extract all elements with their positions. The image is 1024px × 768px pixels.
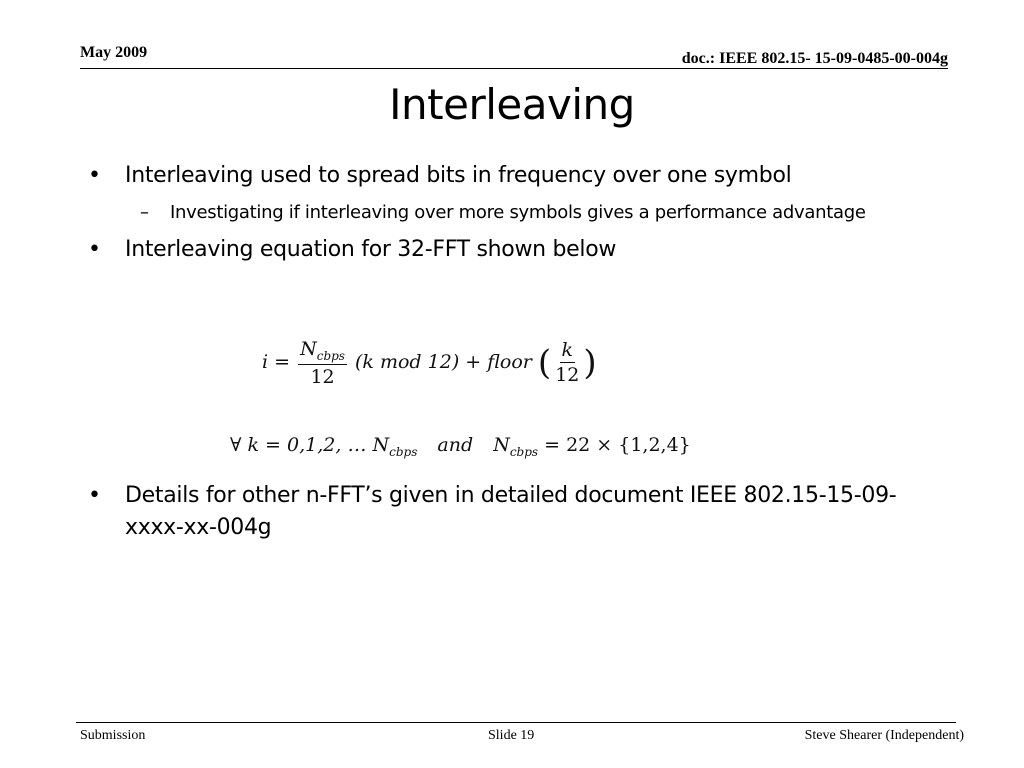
- bullet-item: [88, 160, 928, 192]
- interleaving-equation: [262, 338, 597, 388]
- equation-fraction-n-over-12: [298, 338, 347, 388]
- bullet-text: Interleaving used to spread bits in frequency over one symbol: [125, 163, 792, 188]
- bullet-text: Details for other n-FFT’s given in detailed document IEEE 802.15-15-09-xxxx-xx-004g: [125, 483, 897, 540]
- equation-frac2-num: k: [561, 339, 574, 362]
- left-paren: (: [537, 342, 552, 383]
- right-paren: ): [583, 342, 597, 383]
- bullet-marker: •: [88, 237, 101, 262]
- sub-bullet-marker: –: [140, 202, 149, 223]
- bullet-item: [88, 234, 928, 266]
- condition-sub2: cbps: [509, 444, 539, 459]
- equation-fraction-k-over-12: [553, 339, 581, 386]
- header-document-id: doc.: IEEE 802.15- 15-09-0485-00-004g: [681, 50, 948, 67]
- condition-and: and: [437, 434, 474, 456]
- condition-n: N: [493, 434, 510, 456]
- footer-author: Steve Shearer (Independent): [804, 728, 964, 743]
- equation-frac1-den: 12: [310, 365, 335, 388]
- condition-sub1: cbps: [389, 444, 418, 459]
- footer-submission: Submission: [80, 728, 146, 743]
- condition-forall: ∀ k = 0,1,2, … N: [230, 434, 390, 456]
- equation-frac1-num-sub: cbps: [316, 348, 345, 363]
- sub-bullet-item: [88, 198, 928, 228]
- bullet-item: [88, 480, 915, 544]
- sub-bullet-text: Investigating if interleaving over more symbols gives a performance advantage: [170, 202, 866, 223]
- footer-slide-number: Slide 19: [488, 728, 535, 743]
- slide-title: Interleaving: [389, 80, 635, 129]
- header-divider: [80, 68, 948, 69]
- equation-frac1-num: N: [300, 338, 317, 360]
- equation-lhs: i =: [262, 350, 291, 373]
- bullet-text: Interleaving equation for 32-FFT shown below: [125, 237, 617, 262]
- equation-mid: (k mod 12) + floor: [355, 350, 532, 373]
- equation-condition: [230, 434, 691, 459]
- equation-frac2-den: 12: [555, 364, 580, 387]
- header-date: May 2009: [80, 44, 148, 61]
- bullet-marker: •: [88, 163, 101, 188]
- footer-divider: [76, 722, 956, 723]
- bullet-marker: •: [88, 483, 101, 508]
- condition-rhs: = 22 × {1,2,4}: [544, 434, 691, 456]
